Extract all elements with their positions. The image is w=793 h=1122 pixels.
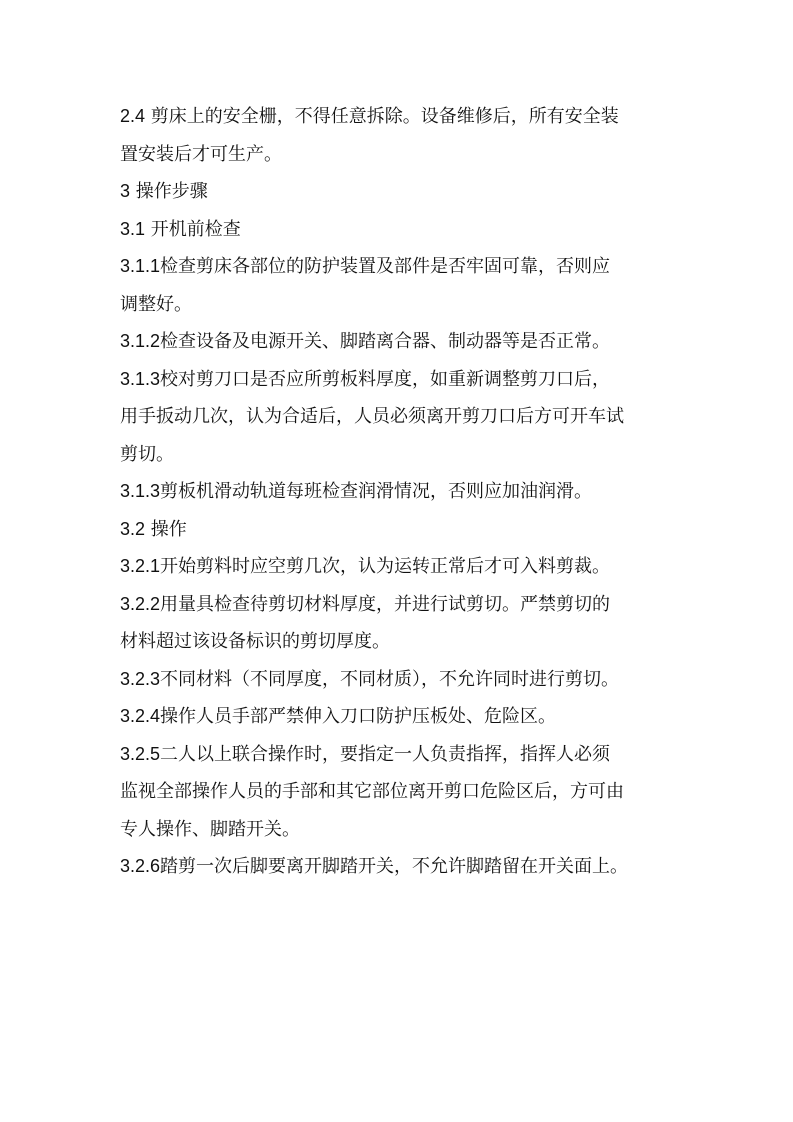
paragraph-text: 置安装后才可生产。 — [120, 143, 282, 165]
section-title: 开机前检查 — [145, 218, 241, 240]
section-number: 3.2.5 — [120, 743, 161, 764]
paragraph-3-2-5-line-2 — [120, 773, 690, 811]
paragraph-text: 剪切。 — [120, 443, 174, 465]
paragraph-text: 材料超过该设备标识的剪切厚度。 — [120, 631, 390, 652]
paragraph-text: 剪板机滑动轨道每班检查润滑情况，否则应加油润滑。 — [160, 481, 593, 502]
section-title: 操作 — [145, 518, 187, 540]
paragraph-3-2-6-line-1 — [120, 848, 690, 886]
paragraph-text: 剪床上的安全栅，不得任意拆除。设备维修后，所有安全装 — [145, 106, 619, 127]
paragraph-text: 检查设备及电源开关、脚踏离合器、制动器等是否正常。 — [160, 331, 611, 352]
section-number: 3.2.3 — [120, 668, 161, 689]
section-heading-3-2 — [120, 511, 690, 549]
paragraph-3-2-2-line-2 — [120, 623, 690, 661]
paragraph-3-2-1-line-1 — [120, 548, 690, 586]
section-number: 3.2.2 — [120, 593, 161, 614]
paragraph-3-1-3b-line-1 — [120, 473, 690, 511]
paragraph-3-1-3-line-1 — [120, 361, 690, 399]
paragraph-3-2-3-line-1 — [120, 661, 690, 699]
paragraph-text: 专人操作、脚踏开关。 — [120, 818, 300, 840]
paragraph-text: 不同材料（不同厚度，不同材质），不允许同时进行剪切。 — [160, 668, 620, 690]
section-number: 3.2.6 — [120, 856, 161, 876]
paragraph-text: 监视全部操作人员的手部和其它部位离开剪口危险区后，方可由 — [120, 781, 624, 802]
paragraph-text: 踏剪一次后脚要离开脚踏开关，不允许脚踏留在开关面上。 — [160, 856, 629, 877]
section-number: 3.1.3 — [120, 481, 161, 501]
paragraph-3-2-5-line-1 — [120, 736, 690, 774]
section-title: 操作步骤 — [130, 181, 208, 202]
paragraph-3-2-4-line-1 — [120, 698, 690, 736]
section-number: 3.2 — [120, 518, 146, 539]
paragraph-text: 二人以上联合操作时，要指定一人负责指挥，指挥人必须 — [160, 743, 611, 765]
section-number: 3 — [120, 181, 131, 201]
paragraph-2-4-line-2 — [120, 136, 690, 174]
paragraph-text: 用手扳动几次，认为合适后，人员必须离开剪刀口后方可开车试 — [120, 406, 624, 427]
paragraph-3-2-2-line-1 — [120, 586, 690, 624]
paragraph-3-1-1-line-1 — [120, 248, 690, 286]
section-number: 3.2.1 — [120, 556, 161, 576]
section-heading-3-1 — [120, 211, 690, 249]
paragraph-3-1-2-line-1 — [120, 323, 690, 361]
paragraph-text: 校对剪刀口是否应所剪板料厚度，如重新调整剪刀口后， — [160, 368, 611, 390]
paragraph-text: 开始剪料时应空剪几次，认为运转正常后才可入料剪裁。 — [160, 556, 611, 577]
paragraph-text: 检查剪床各部位的防护装置及部件是否牢固可靠，否则应 — [160, 256, 611, 277]
document-body — [120, 98, 690, 886]
paragraph-text: 调整好。 — [120, 293, 192, 315]
paragraph-3-1-3-line-2 — [120, 398, 690, 436]
section-number: 3.1.3 — [120, 368, 161, 389]
paragraph-3-1-3-line-3 — [120, 436, 690, 474]
section-heading-3 — [120, 173, 690, 211]
section-number: 3.2.4 — [120, 706, 161, 726]
paragraph-2-4-line-1 — [120, 98, 690, 136]
section-number: 2.4 — [120, 106, 146, 126]
section-number: 3.1.1 — [120, 256, 161, 276]
paragraph-3-1-1-line-2 — [120, 286, 690, 324]
section-number: 3.1 — [120, 218, 146, 239]
paragraph-text: 用量具检查待剪切材料厚度，并进行试剪切。严禁剪切的 — [160, 593, 611, 615]
paragraph-3-2-5-line-3 — [120, 811, 690, 849]
paragraph-text: 操作人员手部严禁伸入刀口防护压板处、危险区。 — [160, 706, 557, 727]
section-number: 3.1.2 — [120, 331, 161, 351]
